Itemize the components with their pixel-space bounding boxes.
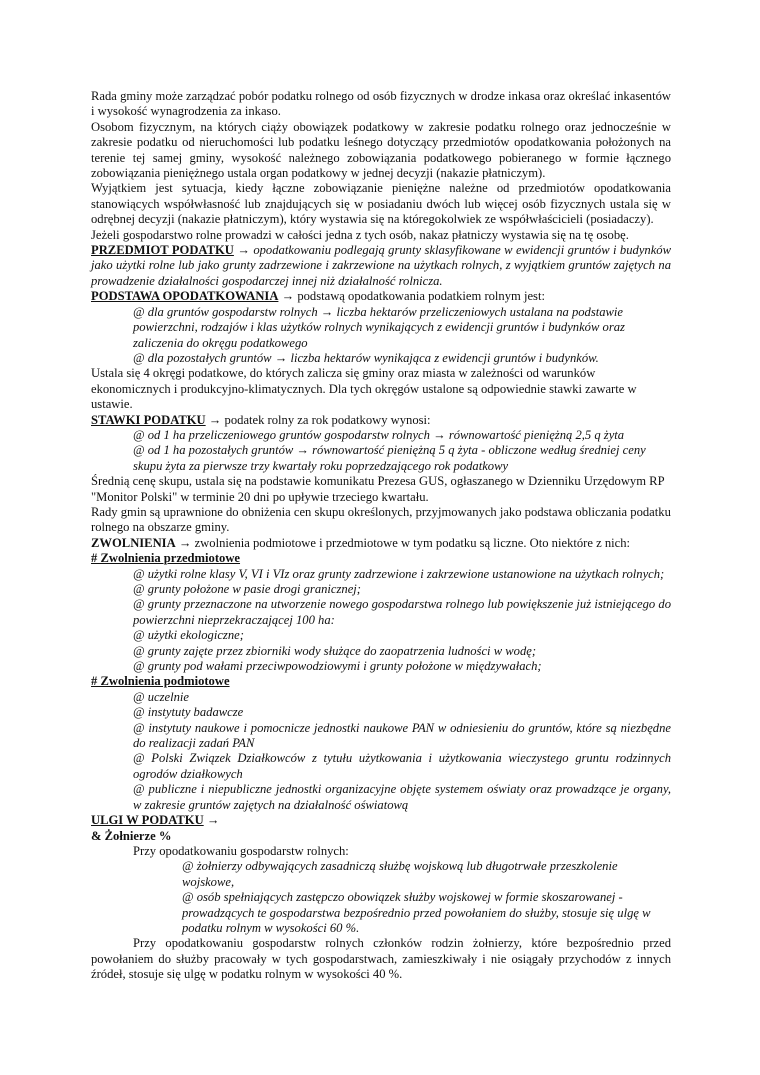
ulgi-intro: Przy opodatkowaniu gospodarstw rolnych: [133, 843, 349, 858]
stawki-heading: STAWKI PODATKU [91, 412, 206, 427]
podstawa-item-1: @ dla gruntów gospodarstw rolnych → liczba hektarów przeliczeniowych ustalana na podstawie powierzchni, rodzajów i klas użytków rolnych wynikających z ewidencji gruntów i budynków oraz zaliczenia do okręgu podatkowego [133, 304, 625, 350]
podstawa-item-2: @ dla pozostałych gruntów → liczba hektarów wynikająca z ewidencji gruntów i budynków. [133, 350, 599, 365]
zwolnienia-przedmiotowe-heading: # Zwolnienia przedmiotowe [91, 551, 241, 566]
intro-paragraph-4: Jeżeli gospodarstwo rolne prowadzi w całości jedna z tych osób, nakaz płatniczy wystawia się na tę osobę. [91, 227, 629, 242]
ulgi-item-1: @ żołnierzy odbywających zasadniczą służbę wojskową lub długotrwałe przeszkolenie wojskowe, [182, 859, 618, 889]
arrow-icon: → [178, 535, 192, 550]
stawki-text: podatek rolny za rok podatkowy wynosi: [224, 412, 431, 427]
stawki-section [91, 413, 671, 428]
document-page [91, 89, 671, 983]
intro-paragraph-3: Wyjątkiem jest sytuacja, kiedy łączne zobowiązanie pieniężne należne od przedmiotów opodatkowania stanowiących współwłasność lub znajdujących się w posiadaniu dwóch lub więcej osób fizycznych ustala się w odrębnej decyzji (nakazie płatniczym), który wystawia się na któregokolwiek ze współwłaścicieli (posiadaczy). [91, 181, 671, 227]
przedmiotowe-item-2: @ grunty położone w pasie drogi granicznej; [133, 582, 361, 596]
podstawa-heading: PODSTAWA OPODATKOWANIA [91, 289, 279, 304]
podstawa-text: podstawą opodatkowania podatkiem rolnym jest: [297, 289, 545, 304]
przedmiot-text: opodatkowaniu podlegają grunty sklasyfikowane w ewidencji gruntów i budynków jako użytki rolne lub jako grunty zadrzewione i zakrzewione na użytkach rolnych, z wyjątkiem gruntów zajętych na prowadzenie działalności gospodarczej innej niż działalność rolnicza. [91, 243, 671, 288]
podmiotowe-item-5: @ publiczne i niepubliczne jednostki organizacyjne objęte systemem oświaty oraz prowadzące je organy, w zakresie gruntów zajętych na działalność oświatową [133, 782, 671, 812]
stawki-after-2: Rady gmin są uprawnione do obniżenia cen skupu określonych, przyjmowanych jako podstawa obliczania podatku rolnego na obszarze gminy. [91, 504, 671, 535]
arrow-icon: → [281, 289, 295, 304]
podmiotowe-item-4: @ Polski Związek Działkowców z tytułu użytkowania i użytkowania wieczystego gruntu rodzinnych ogrodów działkowych [133, 751, 671, 781]
zwolnienia-section [91, 536, 671, 551]
podstawa-section [91, 289, 671, 304]
zwolnienia-podmiotowe-heading: # Zwolnienia podmiotowe [91, 674, 230, 689]
arrow-icon: → [208, 412, 222, 427]
ulgi-after: Przy opodatkowaniu gospodarstw rolnych członków rodzin żołnierzy, które bezpośrednio przed powołaniem do służby pracowały w tych gospodarstwach, zamieszkiwały i nie osiągały przychodów z innych źródeł, stosuje się ulgę w podatku rolnym w wysokości 40 %. [91, 936, 671, 982]
ulgi-subheading: & Żołnierze % [91, 828, 172, 843]
ulgi-heading: ULGI W PODATKU [91, 813, 204, 828]
arrow-icon: → [206, 813, 220, 828]
podmiotowe-item-2: @ instytuty badawcze [133, 705, 244, 720]
przedmiotowe-item-3: @ grunty przeznaczone na utworzenie nowego gospodarstwa rolnego lub powiększenie już istniejącego do powierzchni nieprzekraczającej 100 ha: [133, 597, 671, 627]
ulgi-item-2: @ osób spełniających zastępczo obowiązek służby wojskowej w formie skoszarowanej - prowadzących te gospodarstwa bezpośrednio przed powołaniem do służby, stosuje się ulgę w podatku rolnym w wysokości 60 %. [182, 890, 651, 935]
stawki-item-2: @ od 1 ha pozostałych gruntów → równowartość pieniężną 5 q żyta - obliczone według średniej ceny skupu żyta za pierwsze trzy kwartały roku poprzedzającego rok podatkowy [133, 443, 646, 473]
arrow-icon: → [237, 243, 250, 258]
intro-paragraph-1: Rada gminy może zarządzać pobór podatku rolnego od osób fizycznych w drodze inkasa oraz określać inkasentów i wysokość wynagrodzenia za inkaso. [91, 89, 671, 119]
podstawa-after: Ustala się 4 okręgi podatkowe, do których zalicza się gminy oraz miasta w zależności od warunków ekonomicznych i produkcyjno-klimatycznych. Dla tych okręgów ustalone są odpowiednie stawki zawarte w ustawie. [91, 366, 637, 412]
przedmiotowe-item-4: @ użytki ekologiczne; [133, 628, 244, 643]
przedmiot-section [91, 243, 671, 289]
przedmiotowe-item-6: @ grunty pod wałami przeciwpowodziowymi i grunty położone w międzywałach; [133, 659, 542, 674]
zwolnienia-text: zwolnienia podmiotowe i przedmiotowe w tym podatku są liczne. Oto niektóre z nich: [194, 535, 631, 550]
stawki-after-1: Średnią cenę skupu, ustala się na podstawie komunikatu Prezesa GUS, ogłaszanego w Dzienniku Urzędowym RP "Monitor Polski" w terminie 20 dni po upływie trzeciego kwartału. [91, 474, 665, 504]
podmiotowe-item-3: @ instytuty naukowe i pomocnicze jednostki naukowe PAN w odniesieniu do gruntów, które są niezbędne do realizacji zadań PAN [133, 720, 671, 751]
stawki-item-1: @ od 1 ha przeliczeniowego gruntów gospodarstw rolnych → równowartość pieniężną 2,5 q żyta [133, 427, 625, 442]
przedmiot-heading: PRZEDMIOT PODATKU [91, 243, 234, 258]
podmiotowe-item-1: @ uczelnie [133, 689, 189, 704]
zwolnienia-heading: ZWOLNIENIA [91, 535, 176, 550]
ulgi-section [91, 813, 671, 828]
przedmiotowe-item-5: @ grunty zajęte przez zbiorniki wody służące do zaopatrzenia ludności w wodę; [133, 643, 537, 658]
intro-paragraph-2: Osobom fizycznym, na których ciąży obowiązek podatkowy w zakresie podatku rolnego oraz jednocześnie w zakresie podatku od nieruchomości lub podatku leśnego dotyczący przedmiotów opodatkowania położonych na terenie tej samej gminy, wysokość należnego zobowiązania podatkowego pobieranego w formie łącznego zobowiązania pieniężnego ustala organ podatkowy w jednej decyzji (nakazie płatniczym). [91, 119, 671, 181]
przedmiotowe-item-1: @ użytki rolne klasy V, VI i VIz oraz grunty zadrzewione i zakrzewione ustanowione na użytkach rolnych; [133, 566, 665, 581]
